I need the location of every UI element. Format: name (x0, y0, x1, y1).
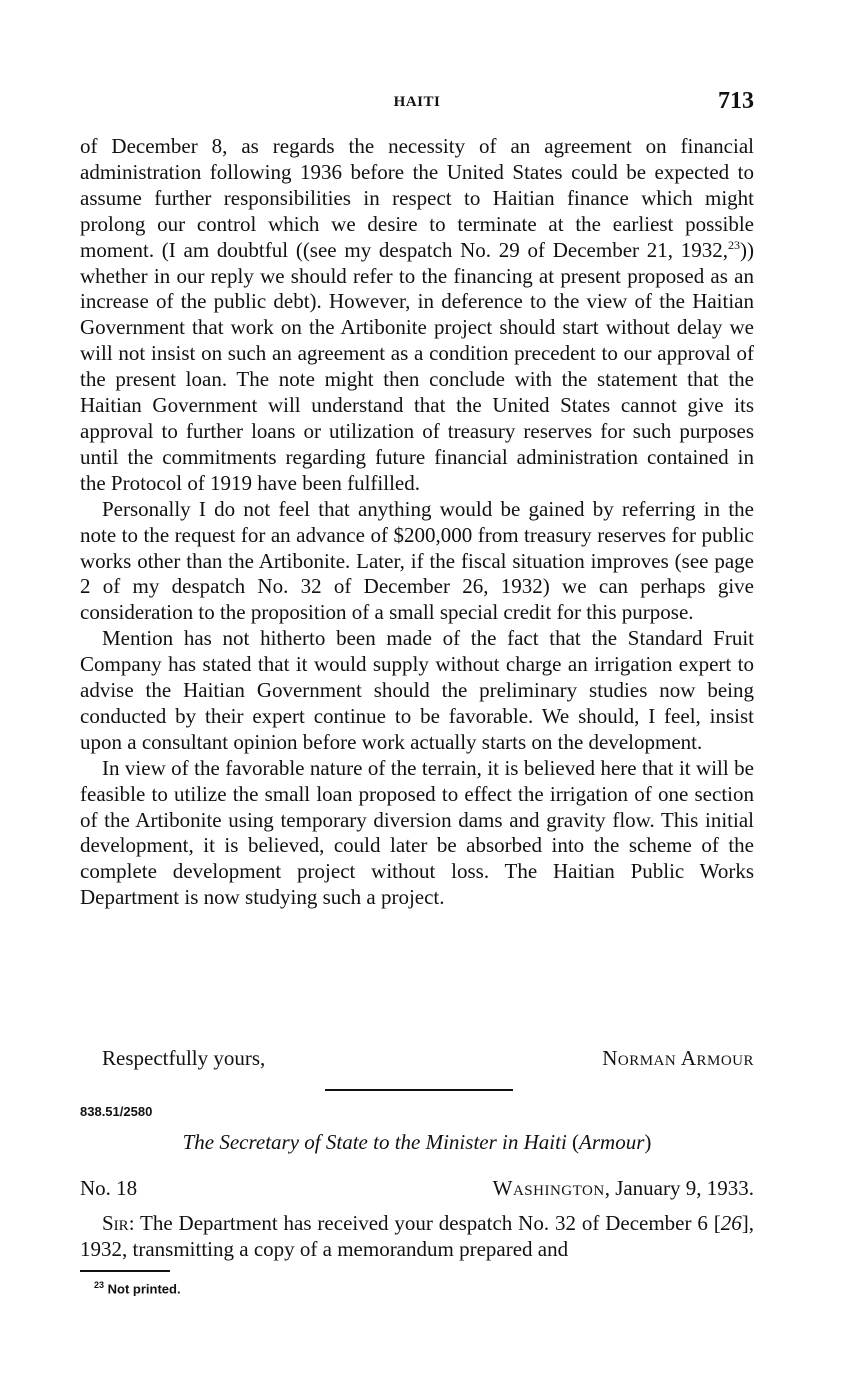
letter-body (80, 1210, 754, 1262)
dateline-place: Washington (492, 1176, 605, 1200)
document-meta (80, 1176, 754, 1204)
closing: Respectfully yours, (102, 1046, 266, 1070)
dateline-date: , January 9, 1933. (604, 1176, 754, 1200)
signer-name: Norman Armour (602, 1046, 754, 1070)
footnote-rule (80, 1270, 170, 1272)
section-divider (325, 1089, 513, 1091)
letter-text: : The Department has received your despatch No. 32 of December 6 [ (128, 1211, 721, 1235)
paragraph-text: )) whether in our reply we should refer to the financing at present proposed as an increase of the public debt). However, in deference to the view of the Haitian Government that work on the Artibonite project should start without delay we will not insist on such an agreement as a condition precedent to our approval of the present loan. The note might then conclude with the statement that the Haitian Government will understand that the United States cannot give its approval to further loans or utilization of treasury reserves for such purposes until the commitments regarding future financial administration contained in the Protocol of 1919 have been fulfilled. (80, 237, 754, 495)
salutation: Sir (102, 1211, 129, 1235)
body-text (80, 134, 754, 911)
paragraph: In view of the favorable nature of the terrain, it is believed here that it will be feasible to utilize the small loan proposed to effect the irrigation of one section of the Artibonite using temporary diversion dams and gravity flow. This initial development, it is believed, could later be absorbed into the scheme of the complete development project without loss. The Haitian Public Works Department is now studying such a project. (80, 755, 754, 910)
footnote-marker: 23 (94, 1280, 105, 1290)
footnote-reference: 23 (728, 237, 740, 252)
running-head: HAITI (393, 94, 441, 110)
title-text: The Secretary of State to the Minister in Haiti (182, 1130, 567, 1154)
paragraph: Personally I do not feel that anything would be gained by referring in the note to the request for an advance of $200,000 from treasury reserves for public works other than the Artibonite. Later, if the fiscal situation improves (see page 2 of my despatch No. 32 of December 26, 1932) we can perhaps give consideration to the proposition of a small special credit for this purpose. (80, 496, 754, 625)
paragraph-continued (80, 134, 754, 497)
document-number: No. 18 (80, 1176, 138, 1200)
footnote-text: Not printed. (104, 1281, 181, 1297)
letter-text: ], 1932, transmitting a copy of a memorandum prepared and (80, 1211, 754, 1261)
footnote (94, 1280, 181, 1296)
signoff (80, 1046, 754, 1074)
document-title (80, 1130, 754, 1155)
editorial-insert: 26 (720, 1211, 742, 1235)
letter-paragraph (80, 1210, 754, 1262)
title-paren-open: ( (572, 1130, 580, 1154)
title-recipient: Armour (579, 1130, 645, 1154)
file-number: 838.51/2580 (80, 1104, 153, 1119)
paragraph: Mention has not hitherto been made of the fact that the Standard Fruit Company has stated that it would supply without charge an irrigation expert to advise the Haitian Government should the preliminary studies now being conducted by their expert continue to be favorable. We should, I feel, insist upon a consultant opinion before work actually starts on the development. (80, 626, 754, 754)
page-number: 713 (718, 88, 754, 114)
title-paren-close: ) (644, 1130, 652, 1154)
dateline (493, 1176, 754, 1201)
page-header (80, 88, 754, 118)
paragraph-text: of December 8, as regards the necessity of an agreement on financial administration following 1936 before the United States could be expected to assume further responsibilities in respect to Haitian finance which might prolong our control which we desire to terminate at the earliest possible moment. (I am doubtful ((see my despatch No. 29 of December 21, 1932, (80, 134, 754, 262)
